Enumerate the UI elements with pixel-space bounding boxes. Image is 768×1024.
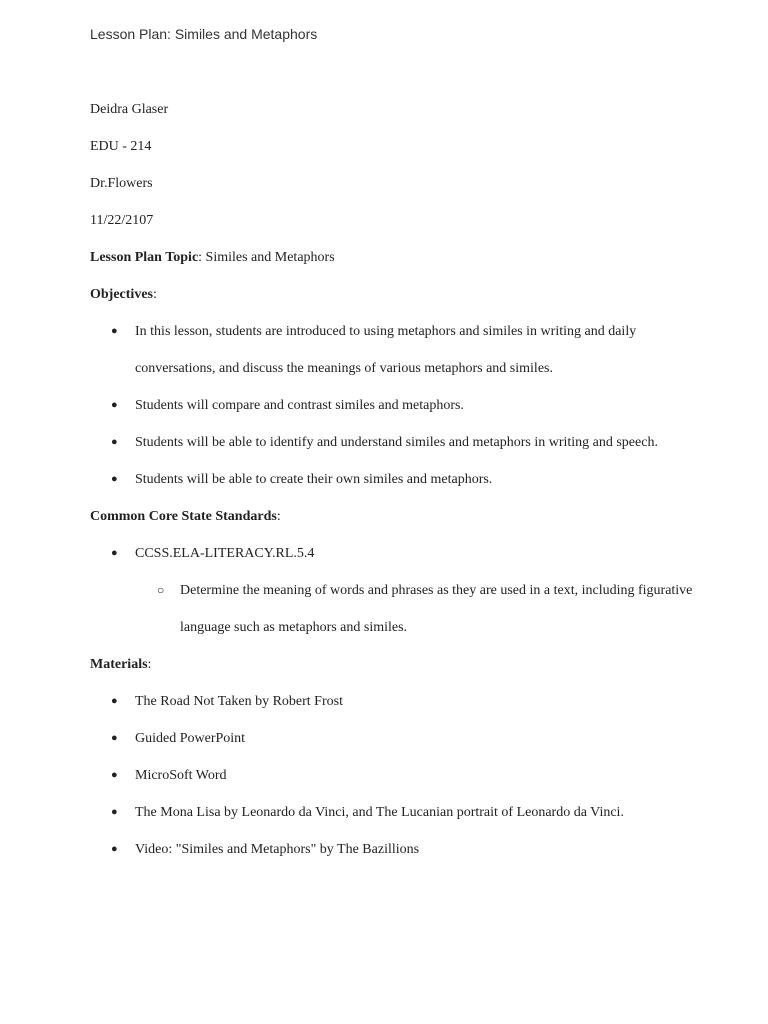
standards-heading-text: Common Core State Standards xyxy=(90,509,277,524)
objective-text: Students will compare and contrast similes and metaphors. xyxy=(135,398,464,413)
standards-heading xyxy=(90,498,700,535)
hollow-bullet-icon: ○ xyxy=(157,583,165,597)
materials-heading-text: Materials xyxy=(90,657,148,672)
standard-code: CCSS.ELA-LITERACY.RL.5.4 xyxy=(135,546,315,561)
instructor-name: Dr.Flowers xyxy=(90,176,153,191)
topic-value: : Similes and Metaphors xyxy=(198,250,335,265)
bullet-icon: ● xyxy=(111,806,118,818)
author-name: Deidra Glaser xyxy=(90,102,169,117)
bullet-icon: ● xyxy=(111,436,118,448)
list-item xyxy=(90,831,700,868)
standards-heading-colon: : xyxy=(276,509,281,524)
list-item xyxy=(90,683,700,720)
materials-heading-colon: : xyxy=(147,657,152,672)
list-item xyxy=(90,461,700,498)
objectives-list xyxy=(90,313,700,498)
list-item xyxy=(90,720,700,757)
list-item xyxy=(135,572,700,646)
bullet-icon: ● xyxy=(111,769,118,781)
list-item xyxy=(90,424,700,461)
page-header-title: Lesson Plan: Similes and Metaphors xyxy=(90,26,318,42)
objective-text: Students will be able to identify and understand similes and metaphors in writing and speech. xyxy=(135,435,658,450)
list-item xyxy=(90,794,700,831)
standard-sublist xyxy=(135,572,700,646)
list-item xyxy=(90,757,700,794)
bullet-icon: ● xyxy=(111,843,118,855)
materials-heading xyxy=(90,646,700,683)
list-item xyxy=(90,387,700,424)
material-text: The Mona Lisa by Leonardo da Vinci, and The Lucanian portrait of Leonardo da Vinci. xyxy=(135,805,624,820)
bullet-icon: ● xyxy=(111,399,118,411)
course-code: EDU - 214 xyxy=(90,139,152,154)
document-body xyxy=(90,91,700,868)
objective-text: In this lesson, students are introduced to using metaphors and similes in writing and daily conversations, and discuss the meanings of various metaphors and similes. xyxy=(135,324,637,376)
document-date: 11/22/2107 xyxy=(90,213,154,228)
bullet-icon: ● xyxy=(111,547,118,559)
material-text: The Road Not Taken by Robert Frost xyxy=(135,694,343,709)
standards-list xyxy=(90,535,700,646)
material-text: Guided PowerPoint xyxy=(135,731,246,746)
standard-description: Determine the meaning of words and phrases as they are used in a text, including figurative language such as metaphors and similes. xyxy=(180,583,693,635)
objectives-heading-text: Objectives xyxy=(90,287,153,302)
list-item xyxy=(90,535,700,646)
material-text: Video: "Similes and Metaphors" by The Bazillions xyxy=(135,842,420,857)
objectives-heading-colon: : xyxy=(152,287,157,302)
objective-text: Students will be able to create their own similes and metaphors. xyxy=(135,472,493,487)
materials-list xyxy=(90,683,700,868)
bullet-icon: ● xyxy=(111,473,118,485)
bullet-icon: ● xyxy=(111,695,118,707)
bullet-icon: ● xyxy=(111,732,118,744)
material-text: MicroSoft Word xyxy=(135,768,227,783)
objectives-heading xyxy=(90,276,700,313)
topic-label: Lesson Plan Topic xyxy=(90,250,199,265)
topic-line xyxy=(90,239,700,276)
list-item xyxy=(90,313,700,387)
bullet-icon: ● xyxy=(111,325,118,337)
